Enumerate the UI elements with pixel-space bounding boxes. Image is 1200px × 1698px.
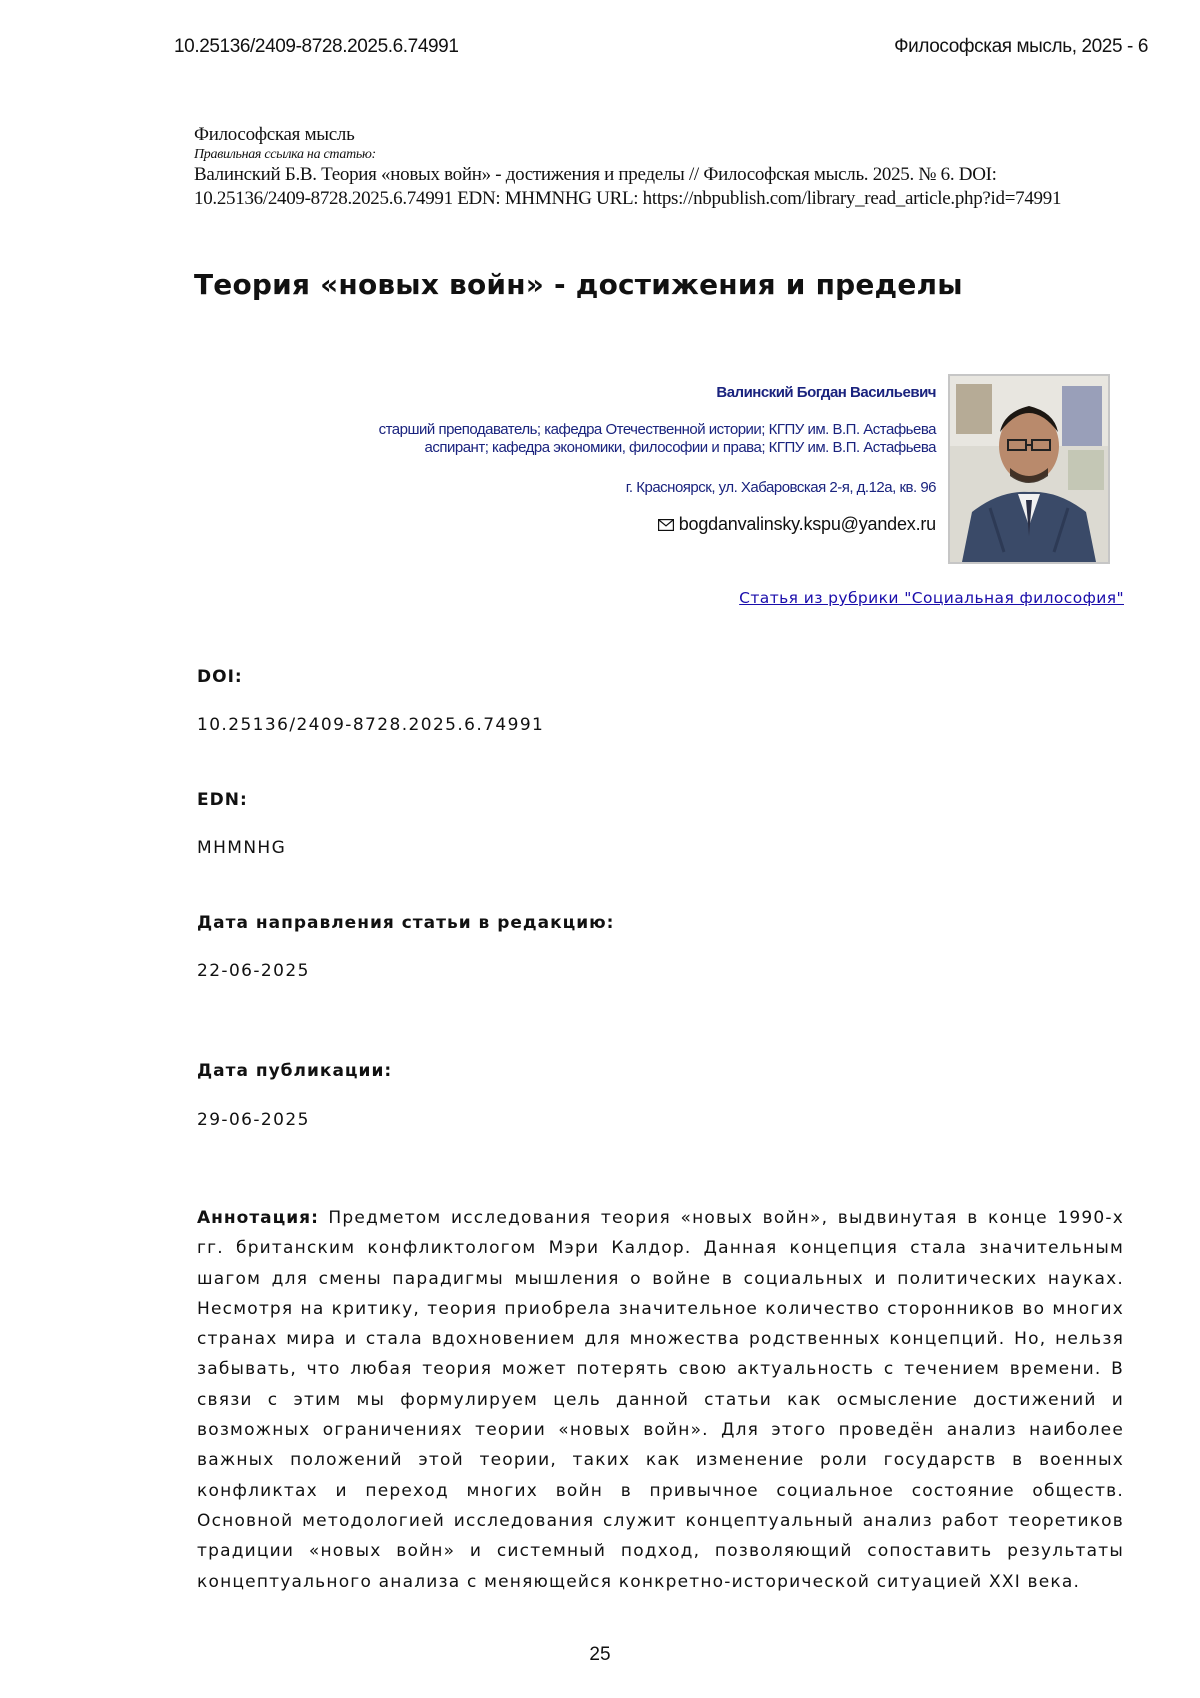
- published-label: Дата публикации:: [197, 1061, 392, 1081]
- citation-journal-name: Философская мысль: [194, 124, 1094, 146]
- doi-value: 10.25136/2409-8728.2025.6.74991: [197, 715, 544, 735]
- envelope-icon: [658, 519, 674, 531]
- header-journal-issue: Философская мысль, 2025 - 6: [894, 36, 1148, 58]
- author-email[interactable]: [379, 514, 936, 535]
- author-name: Валинский Богдан Васильевич: [379, 384, 936, 401]
- citation-text: Валинский Б.В. Теория «новых войн» - достижения и пределы // Философская мысль. 2025. № 6. DOI: 10.25136/2409-8728.2025.6.74991 EDN: MHMNHG URL: https://nbpublish.com/library_read_article.php?id=74991: [194, 163, 1094, 211]
- header-doi: 10.25136/2409-8728.2025.6.74991: [174, 36, 459, 58]
- published-value: 29-06-2025: [197, 1110, 310, 1130]
- citation-block: [194, 124, 1094, 211]
- author-block: [379, 384, 936, 535]
- submitted-label: Дата направления статьи в редакцию:: [197, 913, 614, 933]
- author-email-text[interactable]: bogdanvalinsky.kspu@yandex.ru: [679, 514, 936, 534]
- abstract-text: Предметом исследования теория «новых войн», выдвинутая в конце 1990-х гг. британским конфликтологом Мэри Калдор. Данная концепция стала значительным шагом для смены парадигмы мышления о войне в социальных и политических науках. Несмотря на критику, теория приобрела значительное количество сторонников во многих странах мира и стала вдохновением для множества родственных концепций. Но, нельзя забывать, что любая теория может потерять свою актуальность с течением времени. В связи с этим мы формулируем цель данной статьи как осмысление достижений и возможных ограничениях теории «новых войн». Для этого проведён анализ наиболее важных положений этой теории, таких как изменение роли государств в военных конфликтах и переход многих войн в привычное социальное состояние обществ. Основной методологией исследования служит концептуальный анализ работ теоретиков традиции «новых войн» и системный подход, позволяющий сопоставить результаты концептуального анализа с меняющейся конкретно-исторической ситуацией XXI века.: [197, 1208, 1124, 1592]
- edn-value: MHMNHG: [197, 838, 286, 858]
- author-address: г. Красноярск, ул. Хабаровская 2-я, д.12а, кв. 96: [379, 479, 936, 496]
- author-affiliation-1: старший преподаватель; кафедра Отечественной истории; КГПУ им. В.П. Астафьева: [379, 421, 936, 439]
- author-affiliation-2: аспирант; кафедра экономики, философии и права; КГПУ им. В.П. Астафьева: [379, 439, 936, 457]
- author-photo: [948, 374, 1110, 564]
- submitted-value: 22-06-2025: [197, 961, 310, 981]
- abstract-label: Аннотация:: [197, 1208, 319, 1228]
- edn-label: EDN:: [197, 790, 248, 810]
- page-number: 25: [0, 1644, 1200, 1666]
- citation-label: Правильная ссылка на статью:: [194, 146, 1094, 163]
- article-title: Теория «новых войн» - достижения и пределы: [194, 268, 963, 301]
- abstract: [197, 1203, 1124, 1597]
- doi-label: DOI:: [197, 667, 243, 687]
- rubric-link[interactable]: Статья из рубрики "Социальная философия": [739, 589, 1124, 607]
